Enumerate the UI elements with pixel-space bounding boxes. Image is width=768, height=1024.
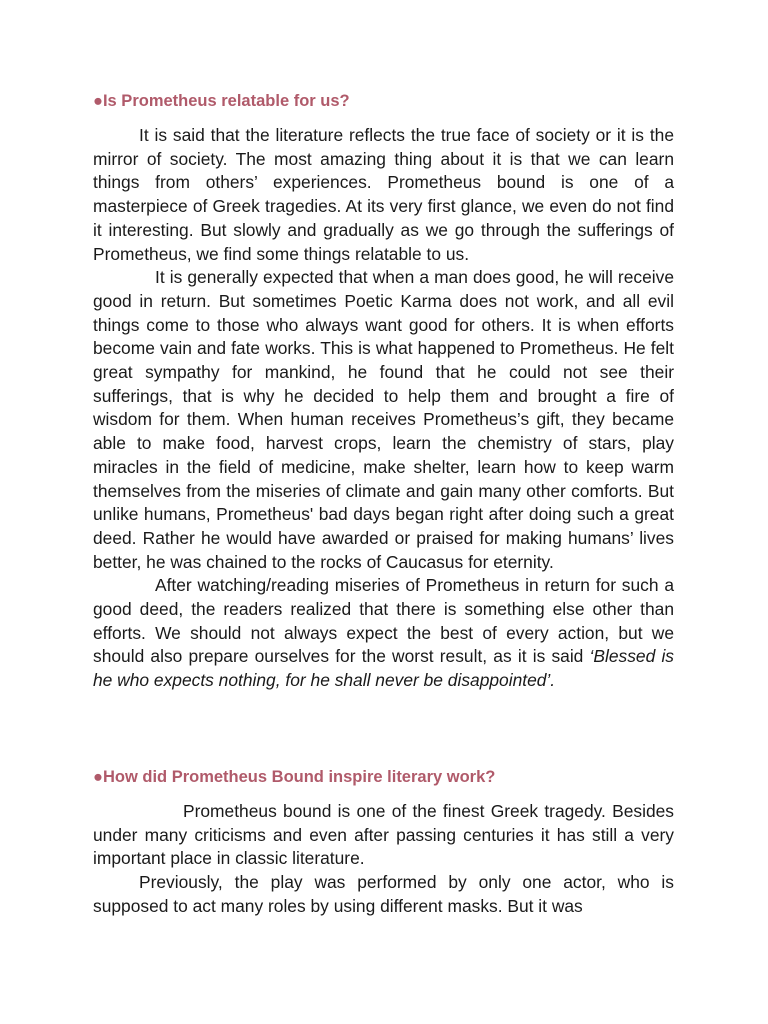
section-heading-relatable: ●Is Prometheus relatable for us? <box>93 92 350 110</box>
section-relatable-body <box>93 124 674 693</box>
italic-quote: ‘Blessed is he who expects nothing, for he shall never be disappointed’. <box>93 646 674 691</box>
paragraph-text: After watching/reading miseries of Prometheus in return for such a good deed, the readers realized that there is something else other than efforts. We should not always expect the best of every action, but we should also prepare ourselves for the worst result, as it is said <box>93 575 674 667</box>
paragraph-poetic-karma: It is generally expected that when a man does good, he will receive good in return. But sometimes Poetic Karma does not work, and all evil things come to those who always want good for others. It is when efforts become vain and fate works. This is what happened to Prometheus. He felt great sympathy for mankind, he found that he could not see their sufferings, that is why he decided to help them and brought a fire of wisdom for them. When human receives Prometheus’s gift, they became able to make food, harvest crops, learn the chemistry of stars, play miracles in the field of medicine, make shelter, learn how to keep warm themselves from the miseries of climate and gain many other comforts. But unlike humans, Prometheus' bad days began right after doing such a great deed. Rather he would have awarded or praised for making humans’ lives better, he was chained to the rocks of Caucasus for eternity. <box>93 267 674 572</box>
section-heading-inspiration: ●How did Prometheus Bound inspire literary work? <box>93 768 496 786</box>
section-inspiration-body <box>93 800 674 919</box>
paragraph-one-actor: Previously, the play was performed by only one actor, who is supposed to act many roles by using different masks. But it was <box>93 872 674 916</box>
paragraph-literature-mirror: It is said that the literature reflects the true face of society or it is the mirror of society. The most amazing thing about it is that we can learn things from others’ experiences. Prometheus bound is one of a masterpiece of Greek tragedies. At its very first glance, we even do not find it interesting. But slowly and gradually as we go through the sufferings of Prometheus, we find some things relatable to us. <box>93 125 674 264</box>
paragraph-blessed-quote <box>93 574 674 693</box>
paragraph-finest-tragedy: Prometheus bound is one of the finest Greek tragedy. Besides under many criticisms and even after passing centuries it has still a very important place in classic literature. <box>93 801 674 869</box>
